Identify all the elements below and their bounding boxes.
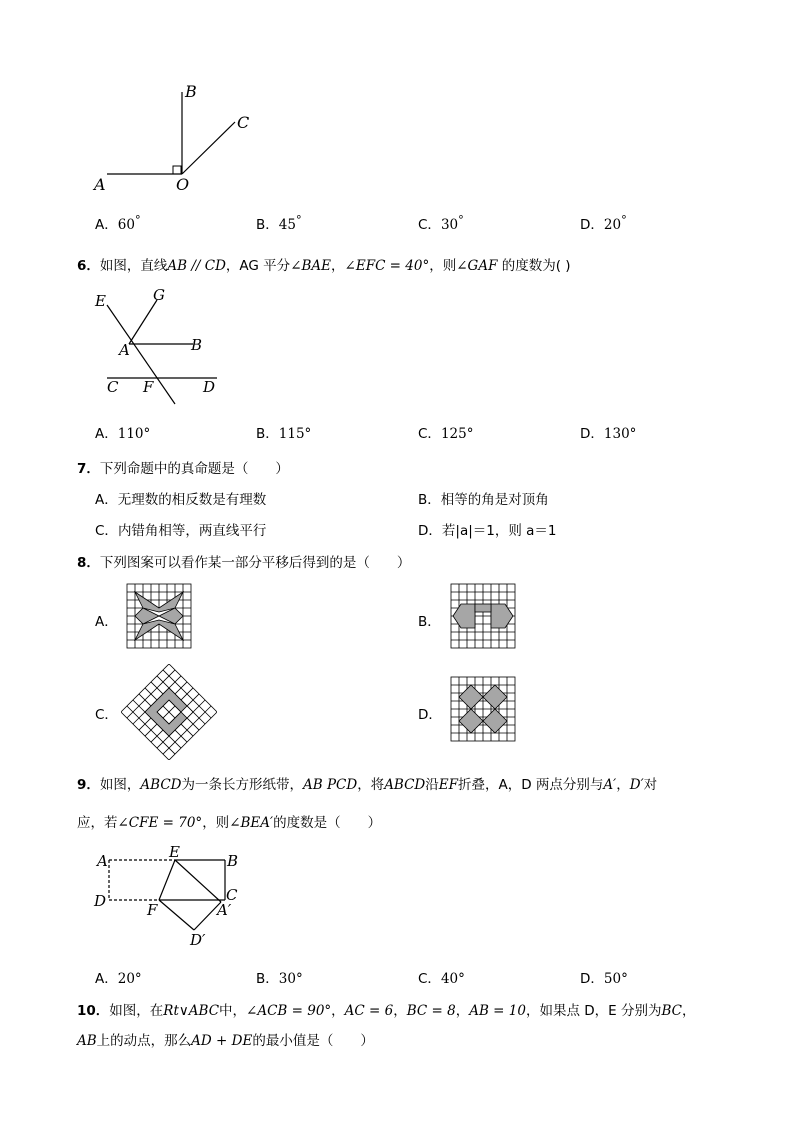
q7-option-d: D．若|a|＝1，则 a＝1	[418, 523, 557, 539]
fig9-label-D: D	[94, 892, 107, 910]
figure-q5-angle	[85, 80, 275, 200]
fig6-label-G: G	[153, 286, 165, 304]
figure-q6-parallel-lines	[85, 280, 235, 410]
q10-stem-line1: 10．如图，在Rt∨ABC中，∠ACB = 90°，AC = 6，BC = 8，AB = 10，如果点 D，E 分别为BC，	[77, 1003, 696, 1019]
fig9-label-D-prime: D′	[190, 931, 206, 949]
fig9-label-A: A	[97, 852, 108, 870]
q5-option-c: C．30°	[418, 213, 464, 233]
fig9-label-E: E	[169, 843, 180, 861]
q8-option-b-label: B．	[418, 614, 441, 630]
fig9-label-C: C	[226, 886, 238, 904]
q9-option-a: A．20°	[95, 971, 142, 987]
fig9-label-F: F	[147, 901, 158, 919]
fig5-label-A: A	[94, 175, 106, 194]
q8-option-a-label: A．	[95, 614, 118, 630]
q6-stem: 6．如图，直线AB // CD，AG 平分∠BAE，∠EFC = 40°，则∠GAF 的度数为( )	[77, 258, 571, 274]
fig9-label-B: B	[227, 852, 239, 870]
fig6-label-B: B	[191, 336, 203, 354]
figure-q9-folded-strip	[85, 842, 255, 957]
q8-pattern-b	[450, 583, 516, 649]
q7-option-c: C．内错角相等，两直线平行	[95, 523, 267, 539]
q9-option-c: C．40°	[418, 971, 465, 987]
fig6-label-A: A	[119, 341, 130, 359]
q8-pattern-d	[450, 676, 516, 742]
q6-option-a: A．110°	[95, 426, 151, 442]
fig6-label-D: D	[203, 378, 216, 396]
q8-pattern-a	[126, 583, 192, 649]
q8-option-c-label: C．	[95, 707, 118, 723]
q6-option-b: B．115°	[256, 426, 312, 442]
q10-stem-line2: AB上的动点，那么AD + DE的最小值是（ ）	[77, 1033, 374, 1049]
q7-option-a: A．无理数的相反数是有理数	[95, 492, 267, 508]
fig5-label-B: B	[185, 82, 197, 101]
fig9-label-A-prime: A′	[217, 901, 232, 919]
q5-option-b: B．45°	[256, 213, 302, 233]
fig5-label-C: C	[237, 113, 250, 132]
q7-stem: 7．下列命题中的真命题是（ ）	[77, 461, 289, 477]
q7-option-b: B．相等的角是对顶角	[418, 492, 549, 508]
q5-option-a: A．60°	[95, 213, 141, 233]
q8-stem: 8．下列图案可以看作某一部分平移后得到的是（ ）	[77, 555, 411, 571]
q6-option-d: D．130°	[580, 426, 637, 442]
fig6-label-F: F	[143, 378, 154, 396]
q5-option-d: D．20°	[580, 213, 627, 233]
fig6-label-E: E	[95, 292, 106, 310]
q9-option-d: D．50°	[580, 971, 628, 987]
fig5-label-O: O	[176, 175, 190, 194]
q9-stem-line2: 应，若∠CFE = 70°，则∠BEA′的度数是（ ）	[77, 815, 382, 831]
q8-pattern-c	[121, 664, 217, 760]
q6-option-c: C．125°	[418, 426, 474, 442]
q9-stem-line1: 9．如图，ABCD为一条长方形纸带，AB PCD，将ABCD沿EF折叠，A，D 两点分别与A′，D′对	[77, 777, 658, 793]
q9-option-b: B．30°	[256, 971, 303, 987]
fig6-label-C: C	[107, 378, 119, 396]
q8-option-d-label: D．	[418, 707, 442, 723]
